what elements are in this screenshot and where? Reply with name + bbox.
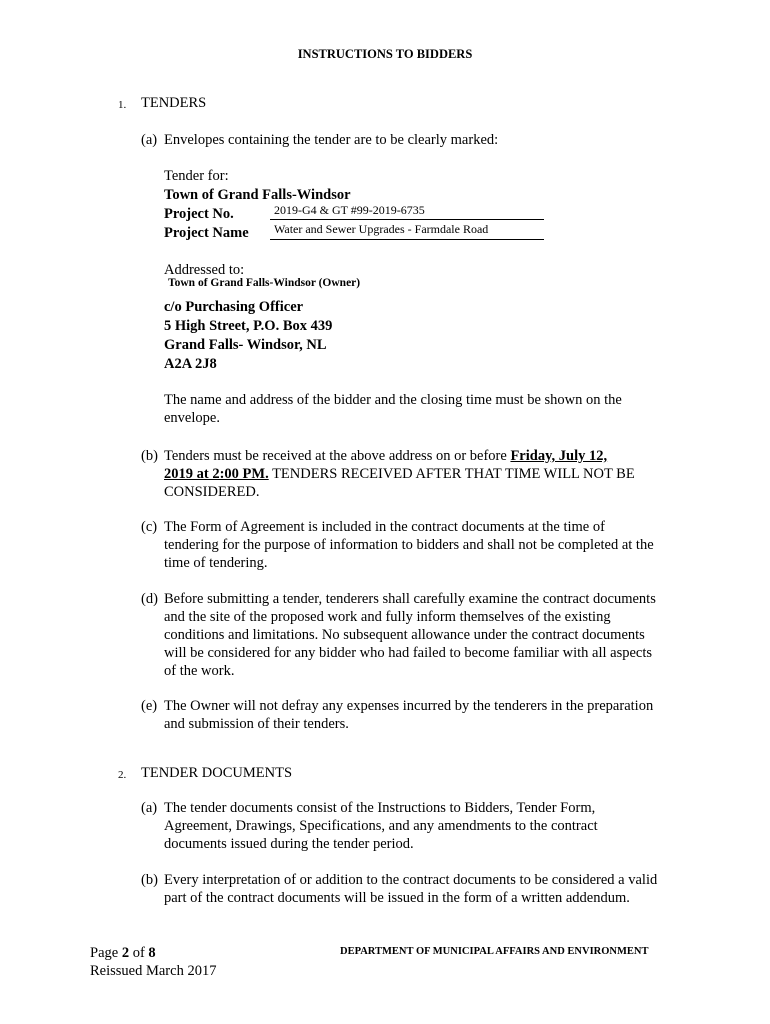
item-text: conditions and limitations. No subsequent allowance under the contract documents — [164, 627, 645, 643]
item-text: 2019 at 2:00 PM. TENDERS RECEIVED AFTER THAT TIME WILL NOT BE — [164, 466, 635, 482]
item-text: will be considered for any bidder who had failed to become familiar with all aspects — [164, 645, 653, 661]
department-name: DEPARTMENT OF MUNICIPAL AFFAIRS AND ENVIRONMENT — [340, 946, 649, 957]
item-text: tendering for the purpose of information to bidders and shall not be completed at the — [164, 537, 654, 553]
item-label: (d) — [141, 591, 158, 607]
item-text: and submission of their tenders. — [164, 716, 349, 732]
section-number: 1. — [118, 99, 127, 111]
project-name-label: Project Name — [164, 225, 249, 241]
item-text: Envelopes containing the tender are to be clearly marked: — [164, 132, 499, 148]
item-text: part of the contract documents will be issued in the form of a written addendum. — [164, 890, 630, 906]
item-text: Agreement, Drawings, Specifications, and any amendments to the contract — [164, 818, 598, 834]
item-text: of the work. — [164, 663, 235, 679]
page-number: Page 2 of 8 — [90, 945, 156, 961]
page-title: INSTRUCTIONS TO BIDDERS — [297, 47, 473, 61]
item-text: The Form of Agreement is included in the contract documents at the time of — [164, 519, 605, 535]
town-name: Town of Grand Falls-Windsor — [164, 187, 351, 203]
item-text: Before submitting a tender, tenderers shall carefully examine the contract documents — [164, 591, 656, 607]
project-name-underline — [270, 239, 544, 240]
address-line: 5 High Street, P.O. Box 439 — [164, 318, 333, 334]
project-name-value: Water and Sewer Upgrades - Farmdale Road — [274, 222, 489, 236]
item-label: (a) — [141, 132, 158, 148]
section-number: 2. — [118, 769, 127, 781]
section-heading: TENDER DOCUMENTS — [141, 765, 293, 781]
project-no-label: Project No. — [164, 206, 234, 222]
section-heading: TENDERS — [141, 95, 207, 111]
deadline-time: 2019 at 2:00 PM. — [164, 466, 269, 482]
project-no-value: 2019-G4 & GT #99-2019-6735 — [274, 203, 425, 217]
item-text: documents issued during the tender period. — [164, 836, 414, 852]
item-text: time of tendering. — [164, 555, 268, 571]
item-label: (c) — [141, 519, 158, 535]
item-text: The tender documents consist of the Instructions to Bidders, Tender Form, — [164, 800, 596, 816]
item-label: (a) — [141, 800, 158, 816]
item-text: CONSIDERED. — [164, 484, 260, 500]
address-line: A2A 2J8 — [164, 356, 217, 372]
item-text: Tenders must be received at the above address on or before Friday, July 12, — [164, 448, 608, 464]
item-text: The Owner will not defray any expenses incurred by the tenderers in the preparation — [164, 698, 654, 714]
item-text: Every interpretation of or addition to the contract documents to be considered a valid — [164, 872, 658, 888]
deadline-date: Friday, July 12, — [510, 448, 608, 464]
item-label: (b) — [141, 872, 158, 888]
address-line: Grand Falls- Windsor, NL — [164, 337, 327, 353]
project-no-underline — [270, 219, 544, 220]
addressee: Town of Grand Falls-Windsor (Owner) — [168, 277, 361, 289]
item-label: (b) — [141, 448, 158, 464]
item-label: (e) — [141, 698, 158, 714]
tender-for-label: Tender for: — [164, 168, 229, 184]
item-text: and the site of the proposed work and fully inform themselves of the existing — [164, 609, 611, 625]
reissued-date: Reissued March 2017 — [90, 963, 217, 979]
note-line: The name and address of the bidder and the closing time must be shown on the — [164, 392, 622, 408]
addressed-to-label: Addressed to: — [164, 262, 245, 278]
address-line: c/o Purchasing Officer — [164, 299, 304, 315]
note-line: envelope. — [164, 410, 220, 426]
